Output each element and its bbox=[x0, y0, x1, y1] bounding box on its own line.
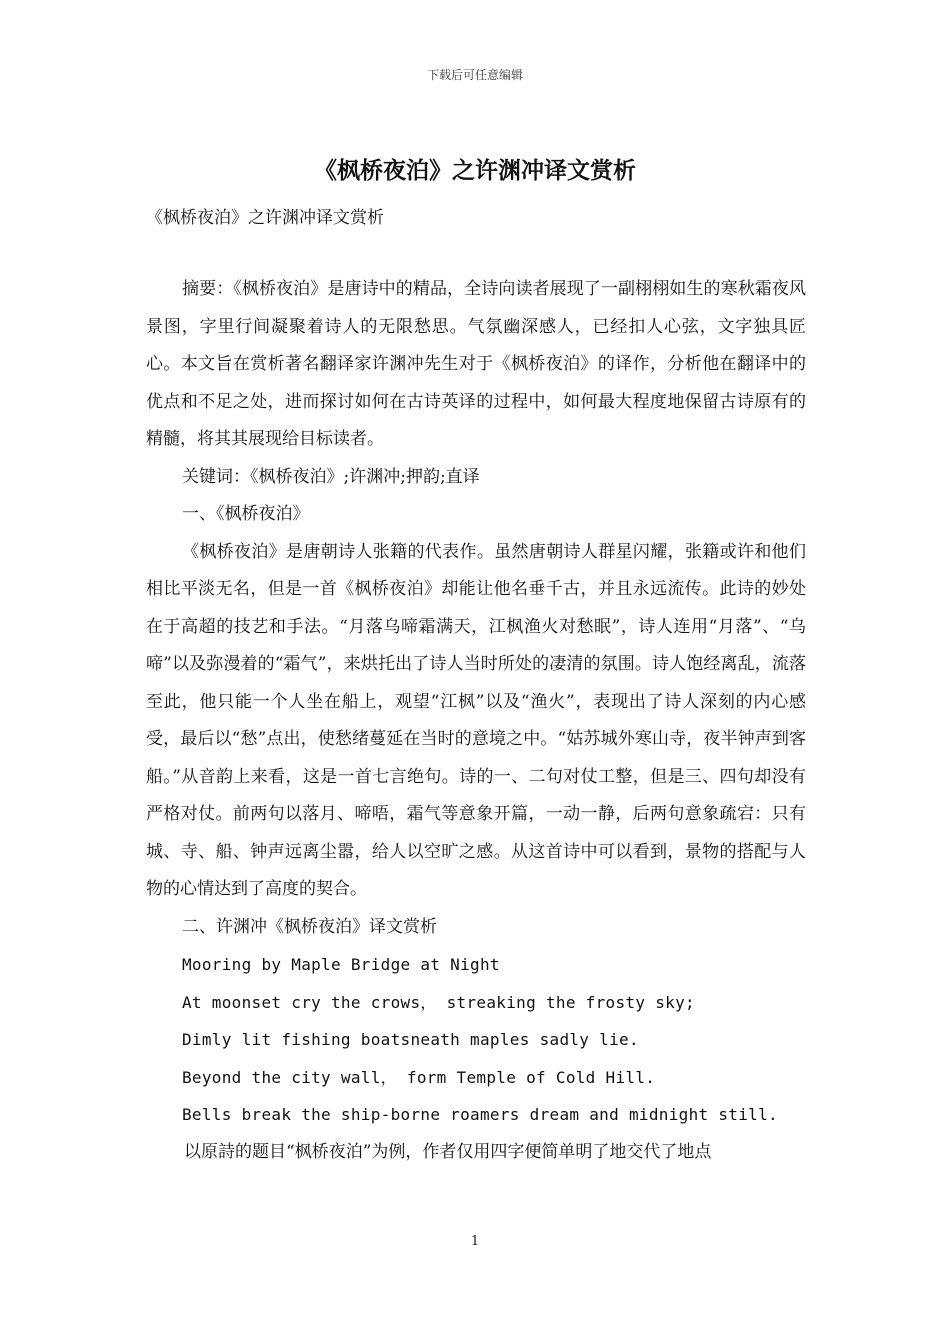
section-1-paragraph: 《枫桥夜泊》是唐朝诗人张籍的代表作。虽然唐朝诗人群星闪耀，张籍或许和他们相比平淡无名，但是一首《枫桥夜泊》却能让他名垂千古，并且永远流传。此诗的妙处在于高超的技艺和手法。“月落乌啼霜满天，江枫渔火对愁眠”，诗人连用“月落”、“乌啼”以及弥漫着的“霜气”，来烘托出了诗人当时所处的凄清的氛围。诗人饱经离乱，流落至此，他只能一个人坐在船上，观望“江枫”以及“渔火”，表现出了诗人深刻的内心感受，最后以“愁”点出，使愁绪蔓延在当时的意境之中。“姑苏城外寒山寺，夜半钟声到客船。”从音韵上来看，这是一首七言绝句。诗的一、二句对仗工整，但是三、四句却没有严格对仗。前两句以落月、啼唔，霜气等意象开篇，一动一静，后两句意象疏宕：只有城、寺、船、钟声远离尘嚣，给人以空旷之感。从这首诗中可以看到，景物的搭配与人物的心情达到了高度的契合。 bbox=[146, 541, 806, 899]
poem-line: Dimly lit fishing boatsneath maples sadly lie. bbox=[182, 1030, 639, 1049]
keywords-line: 关键词：《枫桥夜泊》;许渊冲;押韵;直译 bbox=[182, 466, 480, 487]
poem-line: Beyond the city wall， form Temple of Cold Hill. bbox=[182, 1067, 656, 1087]
document-subtitle: 《枫桥夜泊》之许渊冲译文赏析 bbox=[146, 208, 384, 228]
poem-line: Bells break the ship-borne roamers dream and midnight still. bbox=[182, 1105, 778, 1124]
abstract-paragraph: 摘要：《枫桥夜泊》是唐诗中的精品，全诗向读者展现了一副栩栩如生的寒秋霜夜风景图，字里行间凝聚着诗人的无限愁思。气氛幽深感人，已经扣人心弦，文字独具匠心。本文旨在赏析著名翻译家许渊冲先生对于《枫桥夜泊》的译作，分析他在翻译中的优点和不足之处，进而探讨如何在古诗英译的过程中，如何最大程度地保留古诗原有的精髓，将其其展现给目标读者。 bbox=[146, 279, 806, 449]
section-1-heading: 一、《枫桥夜泊》 bbox=[182, 504, 310, 524]
poem-line: Mooring by Maple Bridge at Night bbox=[182, 955, 500, 974]
page-header: 下载后可任意编辑 bbox=[426, 68, 523, 82]
poem-line: At moonset cry the crows， streaking the frosty sky; bbox=[182, 992, 695, 1012]
page-number: 1 bbox=[470, 1234, 480, 1249]
section-2-heading: 二、许渊冲《枫桥夜泊》译文赏析 bbox=[182, 916, 437, 937]
document-body bbox=[146, 271, 806, 1171]
document-title: 《枫桥夜泊》之许渊冲译文赏析 bbox=[314, 157, 636, 184]
section-2-paragraph: 以原詩的题目“枫桥夜泊”为例，作者仅用四字便简单明了地交代了地点 bbox=[184, 1141, 712, 1162]
